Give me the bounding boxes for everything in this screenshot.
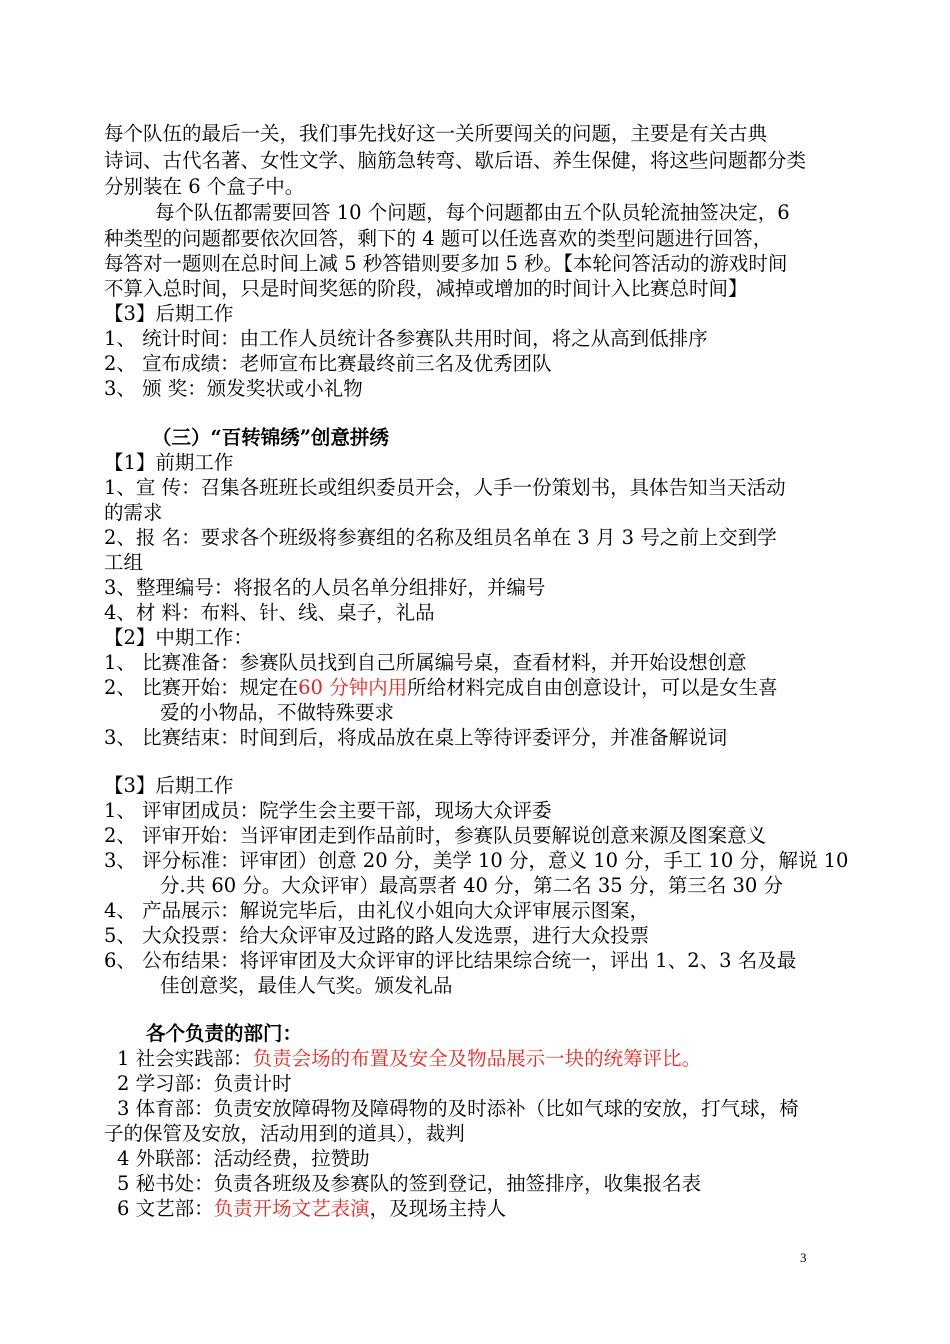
line-text: 1、 评审团成员：院学生会主要干部，现场大众评委 <box>104 799 552 822</box>
line-text: 3、整理编号：将报名的人员名单分组排好，并编号 <box>104 576 546 599</box>
line-text: 2、 比赛开始：规定在 <box>104 676 299 699</box>
line-text: 种类型的问题都要依次回答，剩下的 4 题可以任选喜欢的类型问题进行回答， <box>104 227 773 250</box>
text-line <box>117 1172 877 1196</box>
line-text: （三）“百转锦绣”创意拼绣 <box>152 426 389 449</box>
line-text: 分别装在 6 个盒子中。 <box>104 175 305 198</box>
line-text: 佳创意奖，最佳人气奖。颁发礼品 <box>160 974 453 997</box>
line-text: 每个队伍都需要回答 10 个问题，每个问题都由五个队员轮流抽签决定，6 <box>155 201 790 224</box>
text-line <box>104 252 864 276</box>
line-text: 爱的小物品，不做特殊要求 <box>160 701 395 724</box>
text-line <box>104 122 864 146</box>
highlighted-text: 负责会场的布置及安全及物品展示一块的统筹评比。 <box>252 1047 702 1070</box>
highlighted-text: 负责开场文艺表演 <box>213 1197 370 1220</box>
text-line <box>146 1022 906 1046</box>
line-text: 1、 比赛准备：参赛队员找到自己所属编号桌，查看材料，并开始设想创意 <box>104 651 747 674</box>
text-line <box>104 526 864 550</box>
text-line <box>104 849 864 873</box>
text-line <box>104 799 864 823</box>
text-line <box>104 676 864 700</box>
line-text: 3、 比赛结束：时间到后，将成品放在桌上等待评委评分，并准备解说词 <box>104 726 728 749</box>
text-line <box>160 701 920 725</box>
text-line <box>104 476 864 500</box>
text-line <box>104 327 864 351</box>
line-text: 4、 产品展示：解说完毕后，由礼仪小姐向大众评审展示图案， <box>104 899 650 922</box>
text-line <box>104 824 864 848</box>
line-text-continued: 所给材料完成自由创意设计，可以是女生喜 <box>407 676 778 699</box>
line-text: 4 外联部：活动经费，拉赞助 <box>117 1147 370 1170</box>
text-line <box>104 924 864 948</box>
line-text: 1 社会实践部： <box>117 1047 253 1070</box>
line-text: 不算入总时间，只是时间奖惩的阶段，减掉或增加的时间计入比赛总时间】 <box>104 277 748 300</box>
line-text: 2、 宣布成绩：老师宣布比赛最终前三名及优秀团队 <box>104 352 552 375</box>
text-line <box>104 626 864 650</box>
line-text: 工组 <box>104 551 144 574</box>
text-line <box>104 149 864 173</box>
text-line <box>155 201 915 225</box>
text-line <box>104 576 864 600</box>
text-line <box>117 1097 877 1121</box>
text-line <box>104 175 864 199</box>
text-line <box>152 426 912 450</box>
line-text: 诗词、古代名著、女性文学、脑筋急转弯、歇后语、养生保健，将这些问题都分类 <box>104 149 807 172</box>
text-line <box>104 949 864 973</box>
text-line <box>104 277 864 301</box>
text-line <box>117 1072 877 1096</box>
line-text: 【3】后期工作 <box>104 774 234 797</box>
line-text: 3 体育部：负责安放障碍物及障碍物的及时添补（比如气球的安放，打气球，椅 <box>117 1097 799 1120</box>
line-text: 2、报 名：要求各个班级将参赛组的名称及组员名单在 3 月 3 号之前上交到学 <box>104 526 777 549</box>
text-line <box>104 651 864 675</box>
line-text: 6 文艺部： <box>117 1197 214 1220</box>
text-line <box>104 551 864 575</box>
text-line <box>117 1197 877 1221</box>
line-text: 6、 公布结果：将评审团及大众评审的评比结果综合统一，评出 1、2、3 名及最 <box>104 949 797 972</box>
text-line <box>104 601 864 625</box>
line-text: 每个队伍的最后一关，我们事先找好这一关所要闯关的问题，主要是有关古典 <box>104 122 768 145</box>
text-line <box>104 227 864 251</box>
text-line <box>117 1047 877 1071</box>
line-text: 各个负责的部门： <box>146 1022 303 1045</box>
text-line <box>104 501 864 525</box>
text-line <box>104 1122 864 1146</box>
line-text: 5、 大众投票：给大众评审及过路的路人发选票，进行大众投票 <box>104 924 650 947</box>
line-text: 的需求 <box>104 501 163 524</box>
highlighted-text: 60 分钟内用 <box>298 676 408 699</box>
line-text: 2、 评审开始：当评审团走到作品前时，参赛队员要解说创意来源及图案意义 <box>104 824 767 847</box>
line-text-continued: ，及现场主持人 <box>369 1197 507 1220</box>
line-text: 【3】后期工作 <box>104 302 234 325</box>
line-text: 分.共 60 分。大众评审）最高票者 40 分，第二名 35 分，第三名 30 分 <box>160 874 784 897</box>
text-line <box>117 1147 877 1171</box>
line-text: 子的保管及安放，活动用到的道具），裁判 <box>104 1122 465 1145</box>
text-line <box>104 302 864 326</box>
line-text: 【2】中期工作： <box>104 626 253 649</box>
text-line <box>104 352 864 376</box>
line-text: 3、 颁 奖：颁发奖状或小礼物 <box>104 377 363 400</box>
line-text: 每答对一题则在总时间上减 5 秒答错则要多加 5 秒。【本轮问答活动的游戏时间 <box>104 252 788 275</box>
line-text: 1、 统计时间：由工作人员统计各参赛队共用时间，将之从高到低排序 <box>104 327 708 350</box>
line-text: 3、 评分标准：评审团）创意 20 分，美学 10 分，意义 10 分，手工 10 分，解说 10 <box>104 849 849 872</box>
text-line <box>104 377 864 401</box>
text-line <box>104 774 864 798</box>
page-number: 3 <box>800 1250 807 1265</box>
text-line <box>160 974 920 998</box>
text-line <box>104 899 864 923</box>
line-text: 【1】前期工作 <box>104 451 234 474</box>
line-text: 1、宣 传：召集各班班长或组织委员开会，人手一份策划书，具体告知当天活动 <box>104 476 786 499</box>
text-line <box>104 451 864 475</box>
line-text: 4、材 料：布料、针、线、桌子，礼品 <box>104 601 435 624</box>
line-text: 5 秘书处：负责各班级及参赛队的签到登记，抽签排序，收集报名表 <box>117 1172 702 1195</box>
text-line <box>160 874 920 898</box>
text-line <box>104 726 864 750</box>
line-text: 2 学习部：负责计时 <box>117 1072 292 1095</box>
